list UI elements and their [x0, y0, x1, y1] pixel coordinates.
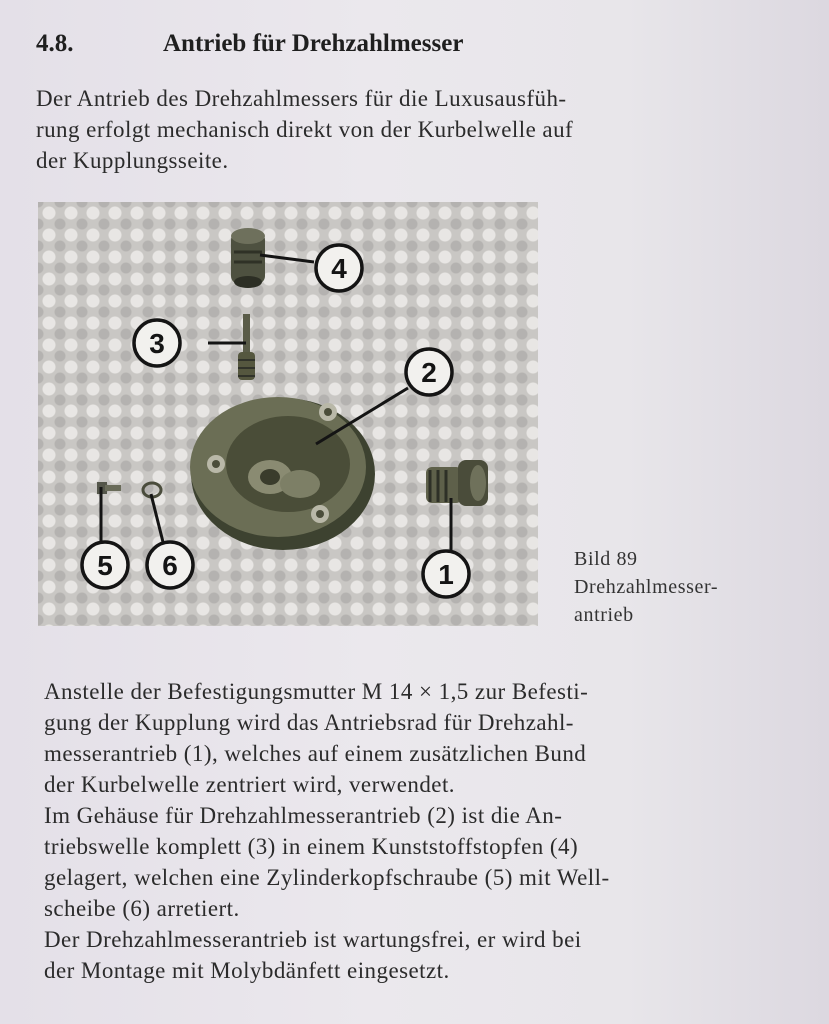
drive-housing-part: [190, 397, 375, 550]
body-line: Der Drehzahlmesserantrieb ist wartungsfrei, er wird bei: [44, 927, 582, 952]
callout-2: [406, 349, 452, 395]
caption-line: antrieb: [574, 604, 634, 626]
callout-2-label: 2: [421, 357, 437, 388]
parts-photo: [38, 202, 538, 626]
parts-illustration: [38, 202, 538, 626]
caption-line: Bild 89: [574, 548, 638, 570]
callout-5: [82, 542, 128, 588]
callout-1-label: 1: [438, 559, 454, 590]
plastic-plug-part: [231, 228, 265, 288]
body-line: gelagert, welchen eine Zylinderkopfschraube (5) mit Well-: [44, 865, 610, 890]
body-line: messerantrieb (1), welches auf einem zusätzlichen Bund: [44, 741, 587, 766]
section-number: 4.8.: [36, 30, 74, 57]
callout-3-label: 3: [149, 328, 165, 359]
body-line: der Montage mit Molybdänfett eingesetzt.: [44, 958, 450, 983]
body-paragraph: [44, 676, 610, 986]
body-line: triebswelle komplett (3) in einem Kunststoffstopfen (4): [44, 834, 579, 859]
body-line: Im Gehäuse für Drehzahlmesserantrieb (2) ist die An-: [44, 803, 563, 828]
intro-paragraph: [36, 83, 573, 176]
callout-4-label: 4: [331, 253, 347, 284]
body-line: der Kurbelwelle zentriert wird, verwendet.: [44, 772, 456, 797]
drive-shaft-part: [238, 314, 255, 380]
section-title: Antrieb für Drehzahlmesser: [163, 30, 464, 57]
callout-4: [316, 245, 362, 291]
callout-1: [423, 551, 469, 597]
body-line: scheibe (6) arretiert.: [44, 896, 240, 921]
body-line: gung der Kupplung wird das Antriebsrad für Drehzahl-: [44, 710, 574, 735]
body-line: Anstelle der Befestigungsmutter M 14 × 1,5 zur Befesti-: [44, 679, 589, 704]
drive-gear-part: [426, 460, 488, 506]
intro-line: Der Antrieb des Drehzahlmessers für die Luxusausfüh-: [36, 86, 567, 111]
caption-line: Drehzahlmesser-: [574, 576, 719, 598]
intro-line: der Kupplungsseite.: [36, 148, 229, 173]
callout-3: [134, 320, 180, 366]
callout-6: [147, 542, 193, 588]
figure-caption: [574, 545, 718, 629]
intro-line: rung erfolgt mechanisch direkt von der Kurbelwelle auf: [36, 117, 574, 142]
callout-6-label: 6: [162, 550, 178, 581]
callout-5-label: 5: [97, 550, 113, 581]
